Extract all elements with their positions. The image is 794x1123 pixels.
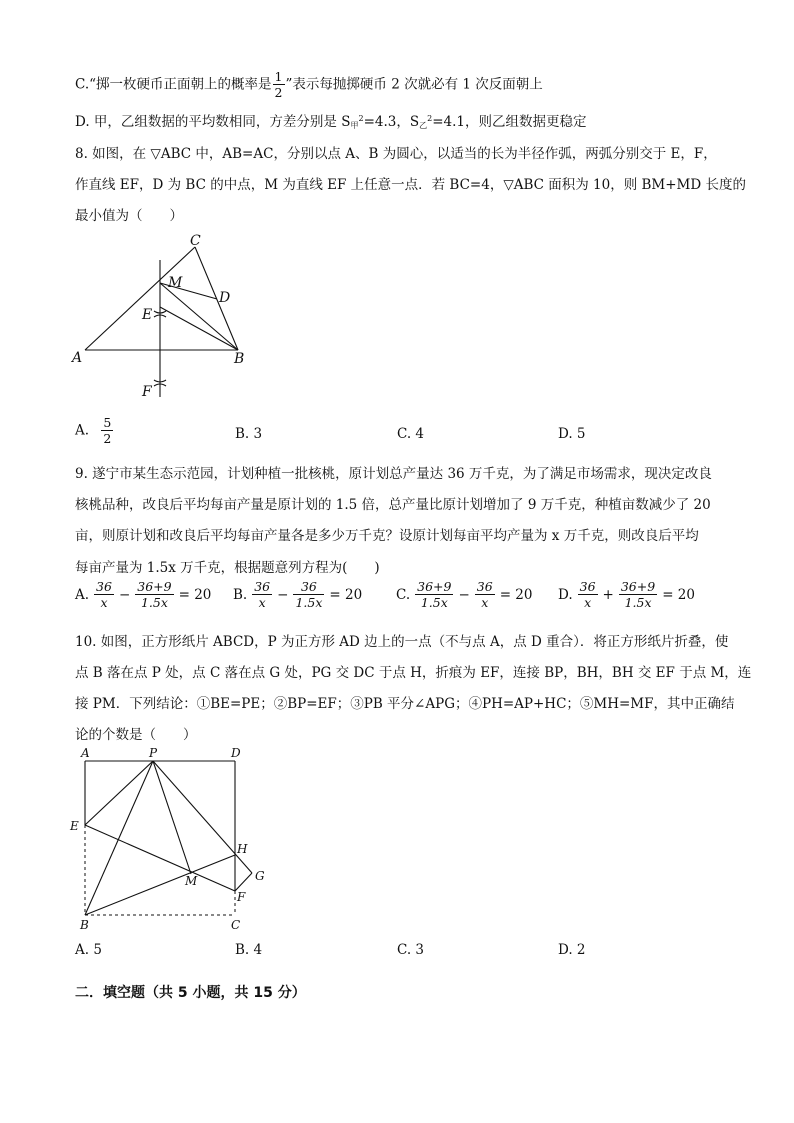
q10-text-line2: 点 B 落在点 P 处，点 C 落在点 G 处，PG 交 DC 于点 H，折痕为 EF，连接 BP，BH，BH 交 EF 于点 M，连 xyxy=(75,665,752,681)
q9-text-line1: 9. 遂宁市某生态示范园，计划种植一批核桃，原计划总产量达 36 万千克，为了满足市场需求，现决定改良 xyxy=(75,466,712,482)
q9-text-line2: 核桃品种，改良后平均每亩产量是原计划的 1.5 倍，总产量比原计划增加了 9 万千克，种植亩数减少了 20 xyxy=(75,497,711,513)
q10-label-f: F xyxy=(237,890,246,904)
q10-segment-pg xyxy=(153,761,252,873)
q10-label-m: M xyxy=(185,874,198,888)
q8-label-e: E xyxy=(142,307,153,323)
q8-option-a[interactable]: A. $\frac{5}{2}$ xyxy=(75,415,112,446)
q10-segment-ep xyxy=(85,761,153,825)
q8-text-line3: 最小值为（ ） xyxy=(75,208,183,224)
q8-label-f: F xyxy=(142,384,152,400)
q10-option-d[interactable]: D. 2 xyxy=(558,942,586,958)
q8-label-a: A xyxy=(72,350,83,366)
q9-option-a[interactable]: A. $\frac{36}{x}$ − $\frac{36+9}{1.5x}$ = 20 xyxy=(75,579,212,610)
q8-label-b: B xyxy=(234,351,245,367)
q10-label-p: P xyxy=(149,746,158,760)
q10-label-b: B xyxy=(80,918,89,932)
q10-segment-gf xyxy=(235,873,252,891)
q10-label-d: D xyxy=(231,746,241,760)
q10-option-c[interactable]: C. 3 xyxy=(397,942,425,958)
q8-option-d[interactable]: D. 5 xyxy=(558,426,586,442)
q8-label-m: M xyxy=(168,275,183,291)
q8-label-d: D xyxy=(219,290,231,306)
q10-option-a[interactable]: A. 5 xyxy=(75,942,102,958)
q8-figure xyxy=(60,225,260,405)
q10-label-h: H xyxy=(237,842,248,856)
q8-option-b[interactable]: B. 3 xyxy=(235,426,263,442)
q10-option-b[interactable]: B. 4 xyxy=(235,942,263,958)
q8-label-c: C xyxy=(190,233,201,249)
q9-option-b[interactable]: B. $\frac{36}{x}$ − $\frac{36}{1.5x}$ = 20 xyxy=(233,579,363,610)
q8-option-c[interactable]: C. 4 xyxy=(397,426,425,442)
q10-segment-ef xyxy=(85,825,235,891)
q9-text-line3: 亩，则原计划和改良后平均每亩产量各是多少万千克？设原计划每亩平均产量为 x 万千克，则改良后平均 xyxy=(75,528,699,544)
q10-label-g: G xyxy=(255,869,265,883)
q7-fraction: $\frac{1}{2}$ xyxy=(274,69,283,100)
q7-option-c: C.“掷一枚硬币正面朝上的概率是 $\frac{1}{2}$ ”表示每抛掷硬币 2 次就必有 1 次反面朝上 xyxy=(75,69,543,100)
q10-label-e: E xyxy=(70,819,79,833)
q8-text-line2: 作直线 EF，D 为 BC 的中点，M 为直线 EF 上任意一点．若 BC=4，▽ABC 面积为 10，则 BM+MD 长度的 xyxy=(75,177,746,193)
q7-option-d: D. 甲，乙组数据的平均数相同，方差分别是 $S_甲^2=4.3$，$S_乙^2=4.1$，则乙组数据更稳定 xyxy=(75,114,587,130)
q10-text-line3: 接 PM．下列结论：①BE=PE；②BP=EF；③PB 平分∠APG；④PH=AP+HC；⑤MH=MF，其中正确结 xyxy=(75,696,735,712)
q10-figure xyxy=(65,743,285,938)
q9-option-d[interactable]: D. $\frac{36}{x}$ + $\frac{36+9}{1.5x}$ = 20 xyxy=(558,579,695,610)
q10-text-line1: 10. 如图，正方形纸片 ABCD，P 为正方形 AD 边上的一点（不与点 A，点 D 重合）．将正方形纸片折叠，使 xyxy=(75,634,729,650)
q10-label-c: C xyxy=(231,918,241,932)
q9-text-line4: 每亩产量为 1.5x 万千克，根据题意列方程为( ) xyxy=(75,560,380,576)
q8-segment-be xyxy=(160,307,238,350)
q8-text-line1: 8. 如图，在 ▽ABC 中，AB=AC，分别以点 A、B 为圆心，以适当的长为半径作弧，两弧分别交于 E，F， xyxy=(75,146,717,162)
q9-option-c[interactable]: C. $\frac{36+9}{1.5x}$ − $\frac{36}{x}$ = 20 xyxy=(396,579,533,610)
q10-text-line4: 论的个数是（ ） xyxy=(75,727,197,743)
q10-label-a: A xyxy=(81,746,90,760)
section-heading: 二．填空题（共 5 小题，共 15 分） xyxy=(75,985,306,1001)
